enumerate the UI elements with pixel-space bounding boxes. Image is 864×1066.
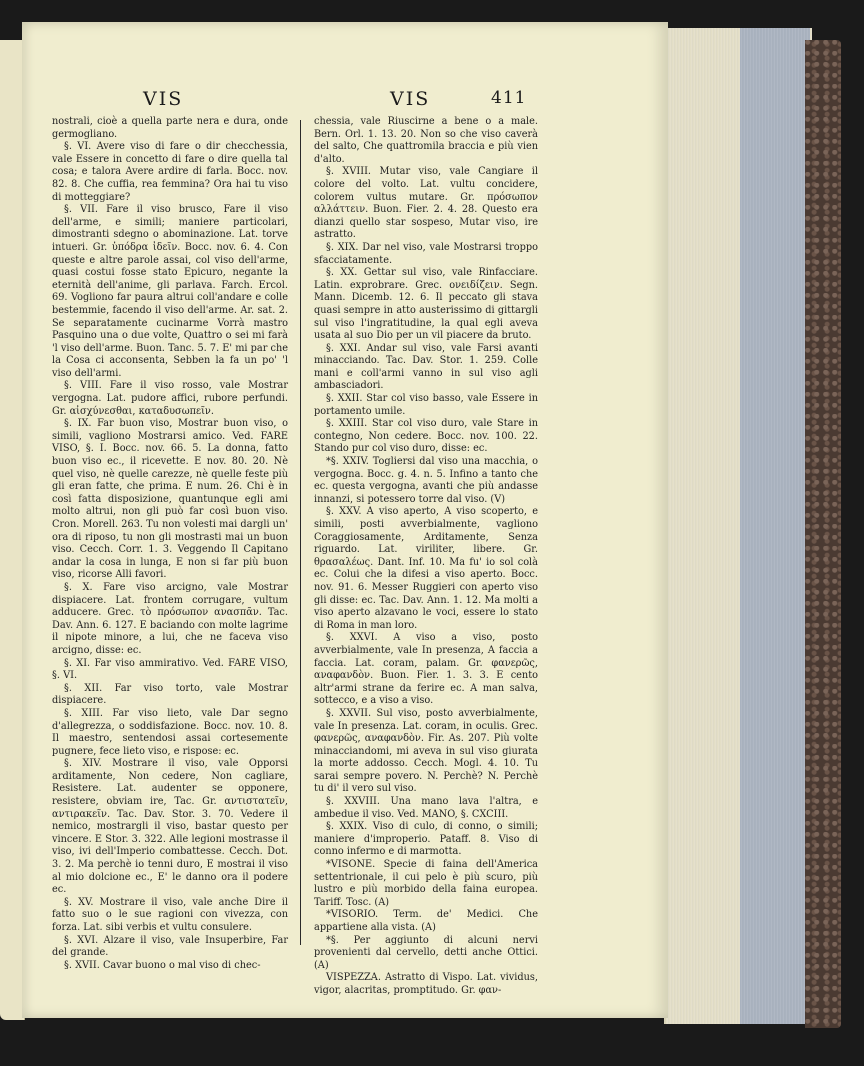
- entry: §. VI. Avere viso di fare o dir checchessia, vale Essere in concetto di fare o dire quella tal cosa; e talora Avere ardire di farla. Bocc. nov. 82. 8. Che cuffia, rea femmina? Ora hai tu viso di motteggiare?: [52, 141, 288, 203]
- entry: §. XII. Far viso torto, vale Mostrar dispiacere.: [52, 682, 288, 707]
- entry: §. XV. Mostrare il viso, vale anche Dire il fatto suo o le sue ragioni con vivezza, con forza. Lat. sibi verbis et vultu consulere.: [52, 896, 288, 933]
- entry: §. XIX. Dar nel viso, vale Mostrarsi troppo sfacciatamente.: [314, 241, 538, 266]
- right-column: [314, 116, 538, 998]
- running-head-right: VIS: [390, 88, 431, 110]
- entry: §. XX. Gettar sul viso, vale Rinfacciare. Latin. exprobrare. Grec. ονειδίζειν. Segn. Mann. Dicemb. 12. 6. Il peccato gli stava quasi sempre in atto austerissimo di gittargli sul viso l'ingratitudine, la qual egli aveva usata al suo Dio per un vil piacere da bruto.: [314, 267, 538, 342]
- book-cover: [805, 40, 841, 1028]
- entry: §. XIII. Far viso lieto, vale Dar segno d'allegrezza, o soddisfazione. Bocc. nov. 10. 8. Il maestro, sentendosi assai cortesemente pugnere, fece lieto viso, e rispose: ec.: [52, 707, 288, 757]
- entry: §. XXVI. A viso a viso, posto avverbialmente, vale In presenza, A faccia a faccia. Lat. coram, palam. Gr. φανερῶς, αναφανδὸν. Buon. Fier. 1. 3. 3. E cento altr'armi strane da ferire ec. A man salva, sottecco, e a viso a viso.: [314, 632, 538, 707]
- entry: *VISORIO. Term. de' Medici. Che appartiene alla vista. (A): [314, 909, 538, 933]
- entry: nostrali, cioè a quella parte nera e dura, onde germogliano.: [52, 116, 288, 140]
- entry: chessia, vale Riuscirne a bene o a male. Bern. Orl. 1. 13. 20. Non so che viso caverà del salto, Che quattromila braccia e più vien d'alto.: [314, 116, 538, 165]
- running-head-left: VIS: [143, 88, 184, 110]
- left-column: [52, 116, 288, 972]
- entry: §. XXVII. Sul viso, posto avverbialmente, vale In presenza. Lat. coram, in oculis. Grec. φανερῶς, αναφανδὸν. Fir. As. 207. Più volte minacciandomi, mi aveva in sul viso giurata la morte addosso. Cecch. Mogl. 4. 10. Tu sarai sempre povero. N. Perchè? N. Perchè tu di' il vero sul viso.: [314, 707, 538, 795]
- entry: §. VIII. Fare il viso rosso, vale Mostrar vergogna. Lat. pudore affici, rubore perfundi. Gr. αἰσχύνεσθαι, καταδυσωπεῖν.: [52, 380, 288, 417]
- entry: *VISONE. Specie di faina dell'America settentrionale, il cui pelo è più scuro, più lustro e più morbido della faina europea. Tariff. Tosc. (A): [314, 859, 538, 908]
- entry: VISPEZZA. Astratto di Vispo. Lat. vividus, vigor, alacritas, promptitudo. Gr. φαν-: [314, 972, 538, 996]
- entry: §. XVI. Alzare il viso, vale Insuperbire, Far del grande.: [52, 934, 288, 959]
- entry: §. XXI. Andar sul viso, vale Farsi avanti minacciando. Tac. Dav. Stor. 1. 259. Colle mani e coll'armi vanno in sul viso agli ambasciadori.: [314, 342, 538, 392]
- entry: §. IX. Far buon viso, Mostrar buon viso, o simili, vagliono Mostrarsi amico. Ved. FARE VISO, §. I. Bocc. nov. 66. 5. La donna, fatto buon viso ec., il ricevette. E nov. 80. 20. Nè quel viso, nè quelle carezze, nè quelle feste più gli eran fatte, che prima. E num. 26. Chi è in così fatta disposizione, quantunque egli ami molto altrui, non gli può far così buon viso. Cron. Morell. 263. Tu non volesti mai dargli un' ora di riposo, tu non gli mostrasti mai un buon viso. Cecch. Corr. 1. 3. Veggendo Il Capitano andar la cosa in lunga, E non si far più buon viso, ricorse Alli favori.: [52, 418, 288, 581]
- entry: §. XVIII. Mutar viso, vale Cangiare il colore del volto. Lat. vultu concidere, colorem vultus mutare. Gr. πρόσωπον αλλάττειν. Buon. Fier. 2. 4. 28. Questo era dianzi quello star sospeso, Mutar viso, ire astratto.: [314, 166, 538, 241]
- entry: §. XI. Far viso ammirativo. Ved. FARE VISO, §. VI.: [52, 657, 288, 682]
- entry: §. XIV. Mostrare il viso, vale Opporsi arditamente, Non cedere, Non cagliare, Resistere. Lat. audenter se opponere, resistere, obviam ire, Tac. Gr. αντιστατεῖν, αντιρακεῖν. Tac. Dav. Stor. 3. 70. Vedere il nemico, mostrargli il viso, bastar questo per vincere. E Stor. 3. 322. Alle legioni mostrasse il viso, ivi dell'Imperio combattesse. Cecch. Dot. 3. 2. Ma perchè io tenni duro, E mostrai il viso al mio dolcione ec., E' le danno ora il podere ec.: [52, 758, 288, 896]
- entry: *§. Per aggiunto di alcuni nervi provenienti dal cervello, detti anche Ottici. (A): [314, 934, 538, 971]
- entry: §. XVII. Cavar buono o mal viso di chec-: [64, 959, 261, 971]
- entry: §. X. Fare viso arcigno, vale Mostrar dispiacere. Lat. frontem corrugare, vultum adducere. Grec. τὸ πρόσωπον ανασπᾶν. Tac. Dav. Ann. 6. 127. E baciando con molte lagrime il nipote minore, a lui, che ne faceva viso arcigno, disse: ec.: [52, 581, 288, 656]
- entry: *§. XXIV. Togliersi dal viso una macchia, o vergogna. Bocc. g. 4. n. 5. Infino a tanto che ec. questa vergogna, avanti che più andasse innanzi, si potessero torre dal viso. (V): [314, 456, 538, 505]
- entry: §. XXIX. Viso di culo, di conno, o simili; maniere d'improperio. Pataff. 8. Viso di conno infermo e di marmotta.: [314, 821, 538, 858]
- entry: §. XXVIII. Una mano lava l'altra, e ambedue il viso. Ved. MANO, §. CXCIII.: [314, 796, 538, 820]
- page-number: 411: [491, 88, 527, 108]
- entry: §. XXV. A viso aperto, A viso scoperto, e simili, posti avverbialmente, vagliono Coraggiosamente, Arditamente, Senza riguardo. Lat. viriliter, libere. Gr. θρασαλέως. Dant. Inf. 10. Ma fu' io sol colà ec. Colui che la difesi a viso aperto. Bocc. nov. 91. 6. Messer Ruggieri con aperto viso gli disse: ec. Tac. Dav. Ann. 1. 12. Ma molti a viso aperto alzavano le voci, essere lo stato di Roma in man loro.: [314, 506, 538, 631]
- entry: §. XXII. Star col viso basso, vale Essere in portamento umile.: [314, 393, 538, 417]
- entry: §. VII. Fare il viso brusco, Fare il viso dell'arme, e simili; maniere particolari, dimostranti sdegno o abominazione. Lat. torve intueri. Gr. ὑπόδρα ἰδεῖν. Bocc. nov. 6. 4. Con queste e altre parole assai, col viso dell'arme, quasi costui fosse stato Epicuro, negante la eternità dell'anime, gli parlava. Farch. Ercol. 69. Vogliono far paura altrui coll'andare e colle bestemmie, facendo il viso dell'arme. Ar. sat. 2. Se separatamente cucinarme Vorrà mastro Pasquino una o due volte, Quattro o sei mi farà 'l viso dell'arme. Buon. Tanc. 5. 7. E' mi par che la Cosa ci acconsenta, Sebben la fa un po' 'l viso dell'armi.: [52, 204, 288, 379]
- entry: §. XXIII. Star col viso duro, vale Stare in contegno, Non cedere. Bocc. nov. 100. 22. Stando pur col viso duro, disse: ec.: [314, 418, 538, 455]
- page-edges-shaded: [740, 28, 810, 1024]
- column-rule: [300, 120, 301, 945]
